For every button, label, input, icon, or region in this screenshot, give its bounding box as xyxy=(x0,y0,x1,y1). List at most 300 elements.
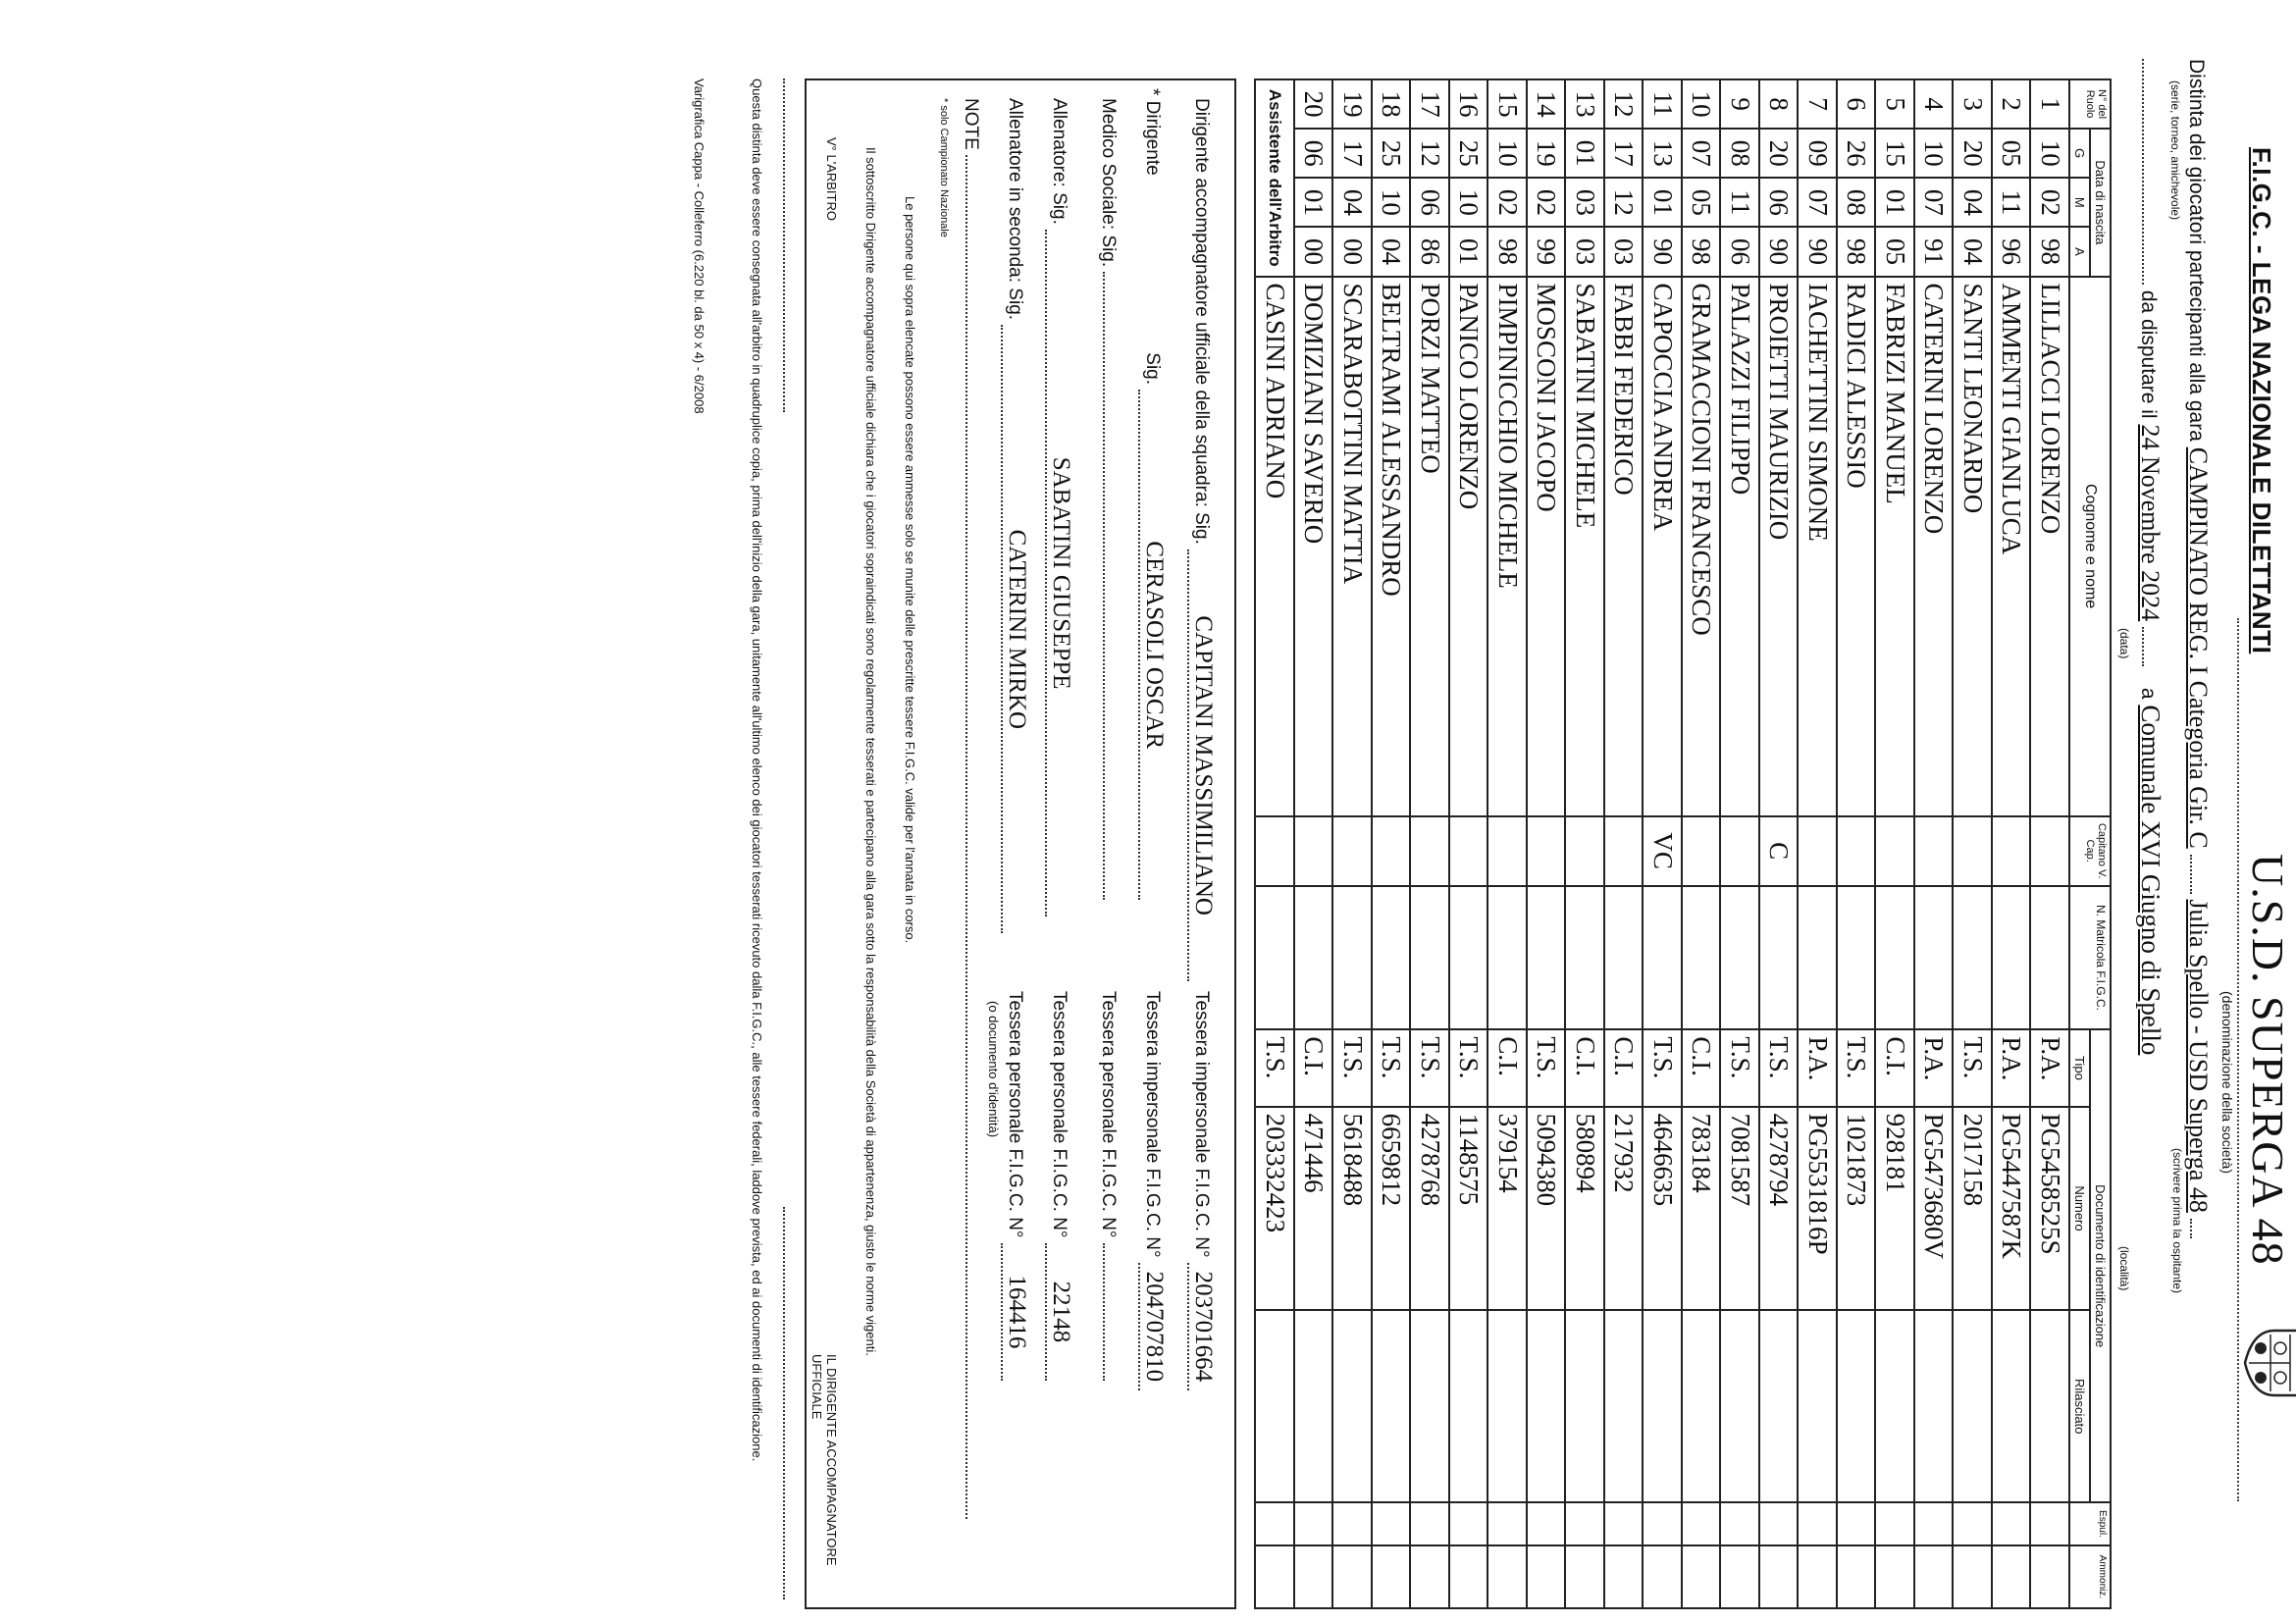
row-number: 5 xyxy=(1876,79,1915,129)
doc-issuer xyxy=(1682,1310,1721,1502)
player-name: BELTRAMI ALESSANDRO xyxy=(1372,277,1411,816)
row-number: 16 xyxy=(1449,79,1488,129)
dob-day: 17 xyxy=(1604,129,1644,178)
player-name: DOMIZIANI SAVERIO xyxy=(1294,277,1333,816)
espul-cell xyxy=(1449,1502,1488,1545)
dob-month: 01 xyxy=(1644,178,1683,227)
table-row xyxy=(1488,79,1528,1608)
captain-mark xyxy=(1604,816,1644,886)
matricola-cell xyxy=(1799,886,1838,1030)
captain-mark: VC xyxy=(1644,816,1683,886)
matricola-cell xyxy=(1294,886,1333,1030)
competition-value: CAMPINATO REG. I Categoria Gir. C xyxy=(2184,446,2213,849)
dob-day: 01 xyxy=(1566,129,1605,178)
col-header-captain: Capitano V. Cap. xyxy=(2069,816,2111,886)
dob-month: 12 xyxy=(1604,178,1644,227)
row-number: 8 xyxy=(1759,79,1799,129)
dirigente-tessera-label: Tessera impersonale F.I.G.C. N° xyxy=(1191,991,1212,1258)
table-row xyxy=(1799,79,1838,1608)
matricola-cell xyxy=(1488,886,1528,1030)
dirigente2-name: CERASOLI OSCAR xyxy=(1138,390,1168,900)
dob-year: 00 xyxy=(1333,227,1373,276)
captain-mark xyxy=(1721,816,1760,886)
doc-type: T.S. xyxy=(1527,1029,1566,1106)
row-number: 19 xyxy=(1333,79,1373,129)
doc-issuer xyxy=(1333,1310,1373,1502)
dob-year: 04 xyxy=(1372,227,1411,276)
allenatore-tessera-line xyxy=(1045,991,1074,1381)
espul-cell xyxy=(2031,1502,2070,1545)
doc-issuer xyxy=(1914,1310,1954,1502)
series-caption: (serie, torneo, amichevole) xyxy=(2168,80,2182,221)
note-label: NOTE xyxy=(961,98,981,150)
doc-number: 2017158 xyxy=(1954,1107,1993,1311)
doc-type: P.A. xyxy=(1914,1029,1954,1106)
table-row xyxy=(1372,79,1411,1608)
doc-issuer xyxy=(1411,1310,1450,1502)
doc-issuer xyxy=(1837,1310,1876,1502)
matricola-cell xyxy=(1721,886,1760,1030)
ammon-cell xyxy=(1333,1545,1373,1608)
doc-number: PG5473680V xyxy=(1914,1107,1954,1311)
row-number: 4 xyxy=(1914,79,1954,129)
matricola-cell xyxy=(1914,886,1954,1030)
captain-mark xyxy=(1449,816,1488,886)
dirigente2-tessera-label: Tessera impersonale F.I.G.C. N° xyxy=(1142,991,1163,1258)
doc-number: 217932 xyxy=(1604,1107,1644,1311)
allenatore-tessera-label: Tessera personale F.I.G.C. N° xyxy=(1049,991,1070,1238)
doc-issuer xyxy=(1294,1310,1333,1502)
doc-type: T.S. xyxy=(1759,1029,1799,1106)
dob-year: 00 xyxy=(1294,227,1333,276)
doc-number: 379154 xyxy=(1488,1107,1528,1311)
ammon-cell xyxy=(1411,1545,1450,1608)
dob-day: 09 xyxy=(1799,129,1838,178)
dob-month: 02 xyxy=(1488,178,1528,227)
dirigente2-tessera: 204707810 xyxy=(1138,1263,1168,1390)
player-name: GRAMACCIONI FRANCESCO xyxy=(1682,277,1721,816)
dob-day: 05 xyxy=(1992,129,2031,178)
row-number: 2 xyxy=(1992,79,2031,129)
player-name: PROIETTI MAURIZIO xyxy=(1759,277,1799,816)
matricola-cell xyxy=(1566,886,1605,1030)
doc-issuer xyxy=(1644,1310,1683,1502)
allenatore-tessera: 22148 xyxy=(1045,1243,1074,1381)
doc-type: T.S. xyxy=(1449,1029,1488,1106)
row-number: 7 xyxy=(1799,79,1838,129)
medico-tessera-line xyxy=(1097,991,1119,1381)
doc-number: 5094380 xyxy=(1527,1107,1566,1311)
ammon-cell xyxy=(1759,1545,1799,1608)
players-table xyxy=(1255,79,2113,1609)
captain-mark xyxy=(1682,816,1721,886)
col-header-dob: Data di nascita xyxy=(2090,129,2111,276)
player-name: PIMPINICCHIO MICHELE xyxy=(1488,277,1528,816)
dob-month: 07 xyxy=(1799,178,1838,227)
row-number: 18 xyxy=(1372,79,1411,129)
medico-label: Medico Sociale: Sig. xyxy=(1098,98,1119,268)
dob-year: 98 xyxy=(1682,227,1721,276)
matricola-cell xyxy=(1372,886,1411,1030)
doc-issuer xyxy=(1954,1310,1993,1502)
matricola-cell xyxy=(2031,886,2070,1030)
row-number: 6 xyxy=(1837,79,1876,129)
club-crest-icon xyxy=(2243,1325,2296,1401)
doc-type: T.S. xyxy=(1954,1029,1993,1106)
doc-number: 928181 xyxy=(1876,1107,1915,1311)
player-name: FABRIZI MANUEL xyxy=(1876,277,1915,816)
dob-day: 17 xyxy=(1333,129,1373,178)
ammon-cell xyxy=(1954,1545,1993,1608)
table-row xyxy=(1333,79,1373,1608)
table-row xyxy=(1759,79,1799,1608)
dob-day: 25 xyxy=(1372,129,1411,178)
captain-mark xyxy=(1372,816,1411,886)
dob-year: 03 xyxy=(1566,227,1605,276)
allenatore2-tessera-line xyxy=(1001,991,1030,1381)
captain-mark xyxy=(1527,816,1566,886)
dob-year: 90 xyxy=(1759,227,1799,276)
ammon-cell xyxy=(1294,1545,1333,1608)
dirigente-sign-label: IL DIRIGENTE ACCOMPAGNATORE UFFICIALE xyxy=(809,1354,839,1566)
table-row xyxy=(1566,79,1605,1608)
table-row xyxy=(1682,79,1721,1608)
dob-day: 19 xyxy=(1527,129,1566,178)
row-number: 20 xyxy=(1294,79,1333,129)
espul-cell xyxy=(1682,1502,1721,1545)
doc-type: P.A. xyxy=(1799,1029,1838,1106)
table-row xyxy=(1449,79,1488,1608)
player-name: MOSCONI JACOPO xyxy=(1527,277,1566,816)
dob-year: 05 xyxy=(1876,227,1915,276)
player-name: CATERINI LORENZO xyxy=(1914,277,1954,816)
venue-caption: (località) xyxy=(2117,1246,2131,1291)
col-header-num: N° del Ruolo xyxy=(2069,79,2111,129)
doc-type: P.A. xyxy=(2031,1029,2070,1106)
ammon-cell xyxy=(1488,1545,1528,1608)
doc-issuer xyxy=(1721,1310,1760,1502)
ammon-cell xyxy=(1566,1545,1605,1608)
doc-number: 5618488 xyxy=(1333,1107,1373,1311)
matricola-cell xyxy=(1876,886,1915,1030)
espul-cell xyxy=(1914,1502,1954,1545)
captain-mark xyxy=(1488,816,1528,886)
assistant-row xyxy=(1256,79,1295,1608)
dob-year: 01 xyxy=(1449,227,1488,276)
player-name: IACHETTINI SIMONE xyxy=(1799,277,1838,816)
matricola-cell xyxy=(1527,886,1566,1030)
matricola-cell xyxy=(1954,886,1993,1030)
matricola-cell xyxy=(1837,886,1876,1030)
medico-line xyxy=(1097,98,1119,900)
dob-month: 07 xyxy=(1914,178,1954,227)
player-name: PANICO LORENZO xyxy=(1449,277,1488,816)
id-caption: (o documento d'identità) xyxy=(986,1001,1001,1138)
ammon-cell xyxy=(1527,1545,1566,1608)
row-number: 17 xyxy=(1411,79,1450,129)
dob-month: 05 xyxy=(1682,178,1721,227)
match-value: Julia Spello - USD Superga 48 xyxy=(2184,899,2213,1213)
dirigente-line xyxy=(1187,98,1217,981)
table-row xyxy=(1876,79,1915,1608)
dob-day: 10 xyxy=(1488,129,1528,178)
doc-issuer xyxy=(1759,1310,1799,1502)
row-number: 3 xyxy=(1954,79,1993,129)
doc-type: C.I. xyxy=(1876,1029,1915,1106)
dob-year: 99 xyxy=(1527,227,1566,276)
dob-day: 06 xyxy=(1294,129,1333,178)
row-number: 14 xyxy=(1527,79,1566,129)
allenatore2-name: CATERINI MIRKO xyxy=(1001,325,1030,933)
ammon-cell xyxy=(1604,1545,1644,1608)
doc-number: 1021873 xyxy=(1837,1107,1876,1311)
doc-issuer xyxy=(1527,1310,1566,1502)
row-number: 15 xyxy=(1488,79,1528,129)
allenatore-label: Allenatore: Sig. xyxy=(1049,98,1070,225)
col-header-document: Documento di identificazione xyxy=(2090,1029,2111,1502)
player-name: FABBI FEDERICO xyxy=(1604,277,1644,816)
captain-mark: C xyxy=(1759,816,1799,886)
doc-number: 4278768 xyxy=(1411,1107,1450,1311)
date-value: 24 Novembre 2024 xyxy=(2136,424,2165,622)
espul-cell xyxy=(1954,1502,1993,1545)
espul-cell xyxy=(1604,1502,1644,1545)
doc-number: 580894 xyxy=(1566,1107,1605,1311)
row-number: 11 xyxy=(1644,79,1683,129)
espul-cell xyxy=(1721,1502,1760,1545)
dob-day: 20 xyxy=(1954,129,1993,178)
dob-year: 86 xyxy=(1411,227,1450,276)
assistant-doc-type: T.S. xyxy=(1256,1029,1295,1106)
date-caption: (data) xyxy=(2117,628,2131,659)
doc-issuer xyxy=(1449,1310,1488,1502)
club-name-underline xyxy=(2237,618,2239,1501)
doc-number: 6659812 xyxy=(1372,1107,1411,1311)
printer-imprint: Varigrafica Cappa - Colleferro (6.220 bl. da 50 x 4) - 6/2008 xyxy=(692,79,706,414)
player-name: RADICI ALESSIO xyxy=(1837,277,1876,816)
matricola-cell xyxy=(1759,886,1799,1030)
assistant-doc-number: 203332423 xyxy=(1256,1107,1295,1311)
assistant-label: Assistente dell'Arbitro xyxy=(1256,79,1295,277)
player-name: CAPOCCIA ANDREA xyxy=(1644,277,1683,816)
ammon-cell xyxy=(1799,1545,1838,1608)
doc-issuer xyxy=(1488,1310,1528,1502)
espul-cell xyxy=(1411,1502,1450,1545)
dob-day: 07 xyxy=(1682,129,1721,178)
table-row xyxy=(1411,79,1450,1608)
allenatore-line xyxy=(1045,98,1074,916)
col-header-rilascio: Rilasciato xyxy=(2069,1310,2090,1502)
captain-mark xyxy=(1876,816,1915,886)
dob-year: 98 xyxy=(2031,227,2070,276)
dob-year: 06 xyxy=(1721,227,1760,276)
dob-month: 11 xyxy=(1721,178,1760,227)
date-line xyxy=(2135,59,2166,1055)
captain-mark xyxy=(1566,816,1605,886)
table-row xyxy=(1294,79,1333,1608)
doc-number: 1148575 xyxy=(1449,1107,1488,1311)
doc-type: T.S. xyxy=(1644,1029,1683,1106)
doc-type: T.S. xyxy=(1721,1029,1760,1106)
col-header-espul: Espul. xyxy=(2069,1502,2111,1545)
dob-year: 96 xyxy=(1992,227,2031,276)
table-row xyxy=(2031,79,2070,1608)
dob-year: 90 xyxy=(1799,227,1838,276)
doc-type: T.S. xyxy=(1411,1029,1450,1106)
player-rows xyxy=(1256,79,2070,1608)
dob-year: 90 xyxy=(1644,227,1683,276)
captain-mark xyxy=(1914,816,1954,886)
dirigente-label: Dirigente accompagnatore ufficiale della squadra: Sig. xyxy=(1191,98,1212,545)
ammon-cell xyxy=(1837,1545,1876,1608)
allenatore2-tessera-label: Tessera personale F.I.G.C. N° xyxy=(1005,991,1025,1238)
doc-number: PG5458525S xyxy=(2031,1107,2070,1311)
doc-number: PG5447587K xyxy=(1992,1107,2031,1311)
delivery-note: Questa distinta deve essere consegnata all'arbitro in quadruplice copia, prima dell'inizio della gara, unitamente all'ultimo elenco dei giocatori tesserati ricevuto dalla F.I.G.C., alle tessere federali, laddove prevista, ed ai documenti di identificazione. xyxy=(750,79,764,1462)
row-number: 12 xyxy=(1604,79,1644,129)
doc-type: P.A. xyxy=(1992,1029,2031,1106)
doc-issuer xyxy=(2031,1310,2070,1502)
admission-note: Le persone qui sopra elencate possono essere ammesse solo se munite delle prescritte tessere F.I.G.C. valide per l'annata in corso. xyxy=(903,196,917,944)
club-name: U.S.D. SUPERGA 48 xyxy=(2243,854,2293,1266)
doc-type: T.S. xyxy=(1837,1029,1876,1106)
assistant-name: CASINI ADRIANO xyxy=(1256,277,1295,816)
dirigente-name: CAPITANI MASSIMILIANO xyxy=(1187,550,1217,981)
club-name-caption: (denominazione della società) xyxy=(2219,991,2235,1174)
dirigente-signature-line xyxy=(783,1207,785,1599)
player-name: LILLACCI LORENZO xyxy=(2031,277,2070,816)
allenatore2-line xyxy=(1001,98,1030,933)
espul-cell xyxy=(1837,1502,1876,1545)
captain-mark xyxy=(1294,816,1333,886)
row-number: 1 xyxy=(2031,79,2070,129)
table-row xyxy=(1527,79,1566,1608)
ammon-cell xyxy=(1914,1545,1954,1608)
table-row xyxy=(1604,79,1644,1608)
note-line xyxy=(960,98,981,1519)
arbitro-sign-label: V° L'ARBITRO xyxy=(824,137,839,221)
venue-value: Comunale XVI Giugno di Spello xyxy=(2136,705,2166,1056)
dob-month: 06 xyxy=(1759,178,1799,227)
ammon-cell xyxy=(1644,1545,1683,1608)
matricola-cell xyxy=(1333,886,1373,1030)
doc-issuer xyxy=(1876,1310,1915,1502)
col-header-name: Cognome e nome xyxy=(2069,277,2111,816)
player-name: SCARABOTTINI MATTIA xyxy=(1333,277,1373,816)
table-row xyxy=(1914,79,1954,1608)
doc-number: 4646635 xyxy=(1644,1107,1683,1311)
doc-issuer xyxy=(1799,1310,1838,1502)
table-row xyxy=(1992,79,2031,1608)
ammon-cell xyxy=(1876,1545,1915,1608)
dob-month: 06 xyxy=(1411,178,1450,227)
dob-month: 03 xyxy=(1566,178,1605,227)
player-name: SANTI LEONARDO xyxy=(1954,277,1993,816)
col-header-g: G xyxy=(2069,129,2090,178)
federation-title: F.I.G.C. - LEGA NAZIONALE DILETTANTI xyxy=(2247,147,2276,654)
doc-issuer xyxy=(1566,1310,1605,1502)
medico-tessera-label: Tessera personale F.I.G.C. N° xyxy=(1098,991,1119,1238)
espul-cell xyxy=(1876,1502,1915,1545)
matricola-cell xyxy=(1411,886,1450,1030)
captain-mark xyxy=(1333,816,1373,886)
doc-number: 4278794 xyxy=(1759,1107,1799,1311)
dob-day: 10 xyxy=(2031,129,2070,178)
doc-type: C.I. xyxy=(1604,1029,1644,1106)
row-number: 10 xyxy=(1682,79,1721,129)
ammon-cell xyxy=(2031,1545,2070,1608)
dob-day: 25 xyxy=(1449,129,1488,178)
col-header-numero: Numero xyxy=(2069,1107,2090,1311)
table-row xyxy=(1837,79,1876,1608)
dob-year: 04 xyxy=(1954,227,1993,276)
dirigente2-tessera-line xyxy=(1138,991,1168,1390)
doc-issuer xyxy=(1992,1310,2031,1502)
asterisk-note: * solo Campionato Nazionale xyxy=(938,98,950,237)
ammon-cell xyxy=(1449,1545,1488,1608)
captain-mark xyxy=(1799,816,1838,886)
player-name: PALAZZI FILIPPO xyxy=(1721,277,1760,816)
dob-month: 01 xyxy=(1294,178,1333,227)
dirigente-tessera: 203701664 xyxy=(1187,1263,1217,1390)
match-caption: (scrivere prima la ospitante) xyxy=(2170,1148,2184,1294)
ammon-cell xyxy=(1372,1545,1411,1608)
espul-cell xyxy=(1799,1502,1838,1545)
captain-mark xyxy=(1837,816,1876,886)
arbitro-signature-line xyxy=(783,79,785,412)
dob-year: 98 xyxy=(1837,227,1876,276)
doc-type: T.S. xyxy=(1372,1029,1411,1106)
captain-mark xyxy=(1411,816,1450,886)
dob-year: 98 xyxy=(1488,227,1528,276)
dob-month: 04 xyxy=(1954,178,1993,227)
row-number: 13 xyxy=(1566,79,1605,129)
espul-cell xyxy=(1644,1502,1683,1545)
dob-day: 08 xyxy=(1721,129,1760,178)
col-header-a: A xyxy=(2069,227,2090,276)
doc-type: C.I. xyxy=(1294,1029,1333,1106)
doc-type: C.I. xyxy=(1566,1029,1605,1106)
dob-month: 08 xyxy=(1837,178,1876,227)
dob-month: 04 xyxy=(1333,178,1373,227)
table-row xyxy=(1644,79,1683,1608)
doc-issuer xyxy=(1604,1310,1644,1502)
espul-cell xyxy=(1759,1502,1799,1545)
espul-cell xyxy=(1294,1502,1333,1545)
dirigente2-line xyxy=(1138,88,1168,900)
dirigente2-sig: Sig. xyxy=(1142,352,1163,386)
doc-issuer xyxy=(1372,1310,1411,1502)
table-row xyxy=(1954,79,1993,1608)
espul-cell xyxy=(1527,1502,1566,1545)
player-name: AMMENTI GIANLUCA xyxy=(1992,277,2031,816)
matricola-cell xyxy=(1449,886,1488,1030)
dirigente-tessera-line xyxy=(1187,991,1217,1390)
dob-day: 20 xyxy=(1759,129,1799,178)
matricola-cell xyxy=(1604,886,1644,1030)
match-line xyxy=(2183,59,2213,1238)
date-label: da disputare il xyxy=(2137,289,2160,419)
venue-label: a xyxy=(2137,687,2160,700)
dob-year: 91 xyxy=(1914,227,1954,276)
espul-cell xyxy=(1566,1502,1605,1545)
captain-mark xyxy=(1954,816,1993,886)
dob-month: 10 xyxy=(1449,178,1488,227)
table-row xyxy=(1721,79,1760,1608)
espul-cell xyxy=(1333,1502,1373,1545)
player-name: PORZI MATTEO xyxy=(1411,277,1450,816)
col-header-m: M xyxy=(2069,178,2090,227)
